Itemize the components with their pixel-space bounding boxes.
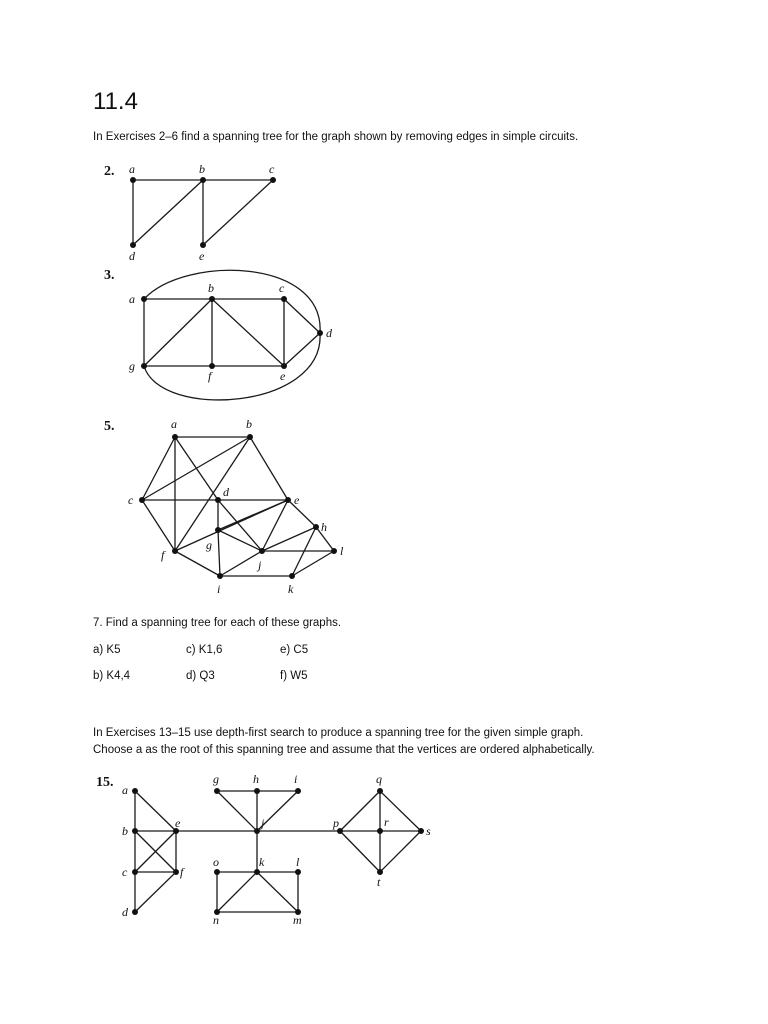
exercise-7-prompt: 7. Find a spanning tree for each of these graphs. bbox=[93, 617, 342, 629]
label-f: f bbox=[208, 369, 212, 383]
label-k: k bbox=[288, 582, 294, 596]
edge-g-j bbox=[217, 791, 257, 831]
graph-15-edges bbox=[135, 791, 421, 912]
label-g: g bbox=[129, 359, 135, 373]
label-d: d bbox=[129, 249, 135, 263]
vertex-d bbox=[132, 909, 138, 915]
option-a: a) K5 bbox=[93, 644, 121, 656]
label-b: b bbox=[246, 417, 252, 431]
label-c: c bbox=[128, 493, 134, 507]
vertex-l bbox=[295, 869, 301, 875]
option-f: f) W5 bbox=[280, 670, 308, 682]
label-k: k bbox=[259, 855, 265, 869]
label-m: m bbox=[293, 913, 302, 927]
exercises-13-15-instruction-line1: In Exercises 13–15 use depth-first search to produce a spanning tree for the given simple graph. bbox=[93, 727, 584, 739]
vertex-q bbox=[377, 788, 383, 794]
label-f: f bbox=[180, 865, 184, 879]
label-a: a bbox=[129, 162, 135, 176]
vertex-s bbox=[418, 828, 424, 834]
label-e: e bbox=[175, 816, 181, 830]
figure-number: 2. bbox=[104, 164, 115, 179]
label-p: p bbox=[333, 816, 339, 830]
label-l: l bbox=[340, 544, 344, 558]
label-q: q bbox=[376, 772, 382, 786]
figure-number: 5. bbox=[104, 419, 115, 434]
label-s: s bbox=[426, 824, 431, 838]
label-r: r bbox=[384, 815, 389, 829]
vertex-c bbox=[132, 869, 138, 875]
label-g: g bbox=[213, 772, 219, 786]
vertex-r bbox=[377, 828, 383, 834]
edge-a-e bbox=[135, 791, 176, 831]
edge-t-s bbox=[380, 831, 421, 872]
exercises-2-6-instruction: In Exercises 2–6 find a spanning tree for the graph shown by removing edges in simple circuits. bbox=[93, 131, 579, 143]
vertex-f bbox=[173, 869, 179, 875]
vertex-o bbox=[214, 869, 220, 875]
label-j: j bbox=[261, 816, 265, 830]
label-e: e bbox=[199, 249, 205, 263]
vertex-b bbox=[132, 828, 138, 834]
edge-p-q bbox=[340, 791, 380, 831]
vertex-i bbox=[295, 788, 301, 794]
label-g: g bbox=[206, 538, 212, 552]
vertex-k bbox=[254, 869, 260, 875]
vertex-g bbox=[214, 788, 220, 794]
option-e: e) C5 bbox=[280, 644, 309, 656]
label-d: d bbox=[122, 905, 128, 919]
option-c: c) K1,6 bbox=[186, 644, 223, 656]
label-c: c bbox=[269, 162, 275, 176]
edge-d-f bbox=[135, 872, 176, 912]
edge-k-n bbox=[217, 872, 257, 912]
vertex-h bbox=[254, 788, 260, 794]
section-heading: 11.4 bbox=[93, 88, 138, 115]
label-i: i bbox=[294, 772, 298, 786]
vertex-a bbox=[132, 788, 138, 794]
label-b: b bbox=[122, 824, 128, 838]
label-d: d bbox=[223, 485, 229, 499]
edge-p-t bbox=[340, 831, 380, 872]
figure-number: 15. bbox=[96, 775, 114, 790]
label-e: e bbox=[294, 493, 300, 507]
label-c: c bbox=[279, 281, 285, 295]
label-t: t bbox=[377, 875, 381, 889]
edge-k-m bbox=[257, 872, 298, 912]
label-e: e bbox=[280, 369, 286, 383]
label-a: a bbox=[129, 292, 135, 306]
label-c: c bbox=[122, 865, 128, 879]
label-j: j bbox=[258, 558, 262, 572]
label-b: b bbox=[199, 162, 205, 176]
label-o: o bbox=[213, 855, 219, 869]
label-b: b bbox=[208, 281, 214, 295]
label-h: h bbox=[321, 520, 327, 534]
figure-number: 3. bbox=[104, 268, 115, 283]
vertex-j bbox=[254, 828, 260, 834]
label-a: a bbox=[171, 417, 177, 431]
label-f: f bbox=[161, 548, 165, 562]
label-l: l bbox=[296, 855, 300, 869]
option-d: d) Q3 bbox=[186, 670, 215, 682]
label-i: i bbox=[217, 582, 221, 596]
label-h: h bbox=[253, 772, 259, 786]
label-d: d bbox=[326, 326, 332, 340]
label-n: n bbox=[213, 913, 219, 927]
option-b: b) K4,4 bbox=[93, 670, 131, 682]
label-a: a bbox=[122, 783, 128, 797]
exercises-13-15-instruction-line2: Choose a as the root of this spanning tree and assume that the vertices are ordered alphabetically. bbox=[93, 744, 595, 756]
